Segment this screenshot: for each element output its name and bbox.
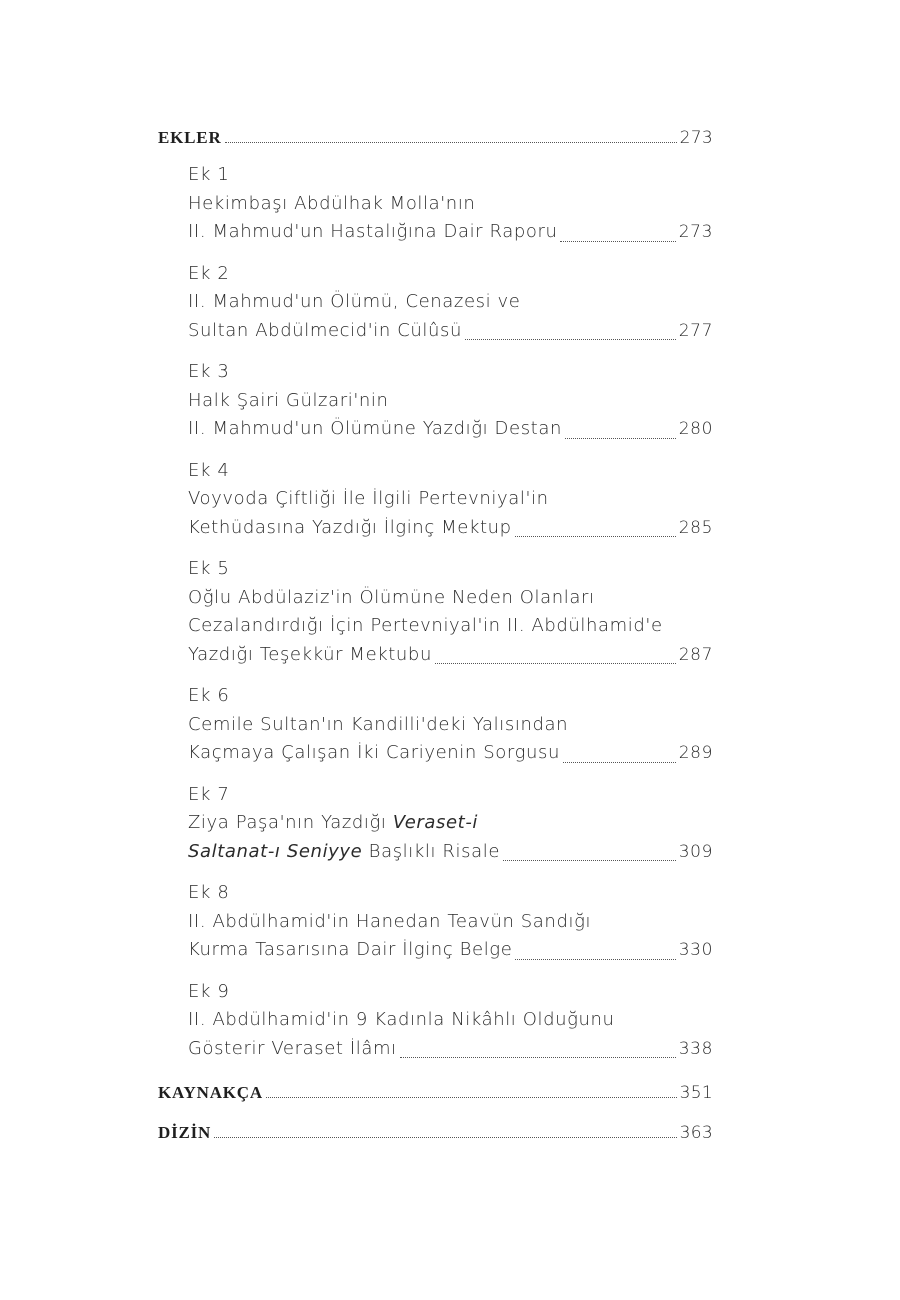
page-number: 273 [679,128,713,148]
dot-leader [565,437,676,439]
entry-title-text: Sultan Abdülmecid'in Cülûsü [188,319,463,341]
entry-title-line: Cezalandırdığı İçin Pertevniyal'in II. Abdülhamid'e [188,615,663,636]
entry-title-italic: Saltanat-ı Seniyye [188,840,363,862]
entry-title-text: Gösterir Veraset İlâmı [188,1037,397,1059]
entry-number: Ek 9 [188,980,230,1002]
dot-leader [214,1136,677,1138]
dot-leader [225,141,677,143]
toc-row-ekler [158,118,713,148]
entry-number: Ek 8 [188,882,230,903]
dot-leader [560,240,675,242]
toc-entry-ek-4 [188,457,713,543]
entry-title-text: II. Mahmud'un Ölümüne Yazdığı Destan [188,418,562,439]
page-number: 287 [678,644,713,665]
dot-leader [400,1056,676,1058]
toc-heading-kaynakca: KAYNAKÇA [158,1083,263,1102]
page-number: 277 [678,320,713,341]
entry-number: Ek 1 [188,164,230,185]
entry-title-last-line [188,514,713,543]
dot-leader [563,761,676,763]
entry-title-line: II. Mahmud'un Ölümü, Cenazesi ve [188,291,521,312]
toc-row-dizin [158,1113,713,1143]
dot-leader [503,859,676,861]
toc-entry-ek-8 [188,879,713,965]
page-number: 330 [678,940,713,960]
entry-title-line: II. Abdülhamid'in Hanedan Teavün Sandığı [188,910,592,932]
page-number: 351 [679,1083,713,1103]
entry-title-last-line [188,317,713,346]
toc-entry-ek-5 [188,555,713,669]
entry-title-last-line [188,641,713,670]
toc-heading-ekler: EKLER [158,128,222,147]
entry-title-text: II. Mahmud'un Hastalığına Dair Raporu [188,221,558,242]
entry-title-last-line [188,739,713,768]
entry-title-text: Kurma Tasarısına Dair İlginç Belge [188,939,513,960]
entry-title-line: Voyvoda Çiftliği İle İlgili Pertevniyal'in [188,488,549,509]
toc-entry-ek-6 [188,682,713,768]
page-number: 285 [678,517,713,538]
entry-title-last-line [188,1035,713,1064]
entry-title-line: Oğlu Abdülaziz'in Ölümüne Neden Olanları [188,586,595,608]
entry-title-plain: Ziya Paşa'nın Yazdığı [188,812,393,833]
entry-number: Ek 6 [188,685,230,706]
entry-title-text: Yazdığı Teşekkür Mektubu [188,643,432,665]
page-number: 289 [678,743,713,763]
entry-title-line [188,809,713,838]
entry-title-last-line [188,415,713,444]
entry-title-plain: Başlıklı Risale [362,840,501,862]
entry-number: Ek 5 [188,558,230,579]
dot-leader [435,662,676,664]
toc-heading-dizin: DİZİN [158,1123,212,1142]
entry-title-italic: Veraset-i [392,812,479,833]
page-number: 280 [678,419,713,439]
toc-entry-ek-1 [188,161,713,247]
entry-title-text: Kaçmaya Çalışan İki Cariyenin Sorgusu [188,742,560,763]
toc-entry-ek-2 [188,260,713,346]
dot-leader [515,958,675,960]
page-number: 363 [679,1123,713,1143]
entry-number: Ek 4 [188,459,230,481]
entry-title-text [188,838,500,867]
entry-title-text: Kethüdasına Yazdığı İlginç Mektup [188,516,512,538]
entry-title-last-line [188,218,713,247]
toc-entry-ek-9 [188,978,713,1064]
entry-number: Ek 3 [188,361,230,382]
page-number: 338 [678,1038,713,1059]
entry-title-line: Cemile Sultan'ın Kandilli'deki Yalısından [188,713,569,735]
entry-title-last-line [188,936,713,965]
entry-title-line: Hekimbaşı Abdülhak Molla'nın [188,192,476,214]
dot-leader [465,338,676,340]
table-of-contents [158,118,713,1143]
dot-leader [266,1096,677,1098]
entry-number: Ek 2 [188,262,230,284]
toc-entry-ek-3 [188,358,713,444]
entry-title-last-line [188,838,713,867]
entry-number: Ek 7 [188,783,230,805]
page-number: 273 [678,222,713,242]
page-number: 309 [678,841,713,862]
entry-title-line: II. Abdülhamid'in 9 Kadınla Nikâhlı Olduğunu [188,1009,615,1030]
dot-leader [515,535,676,537]
toc-row-kaynakca [158,1073,713,1103]
entry-title-line: Halk Şairi Gülzari'nin [188,389,389,411]
toc-entry-ek-7 [188,781,713,867]
